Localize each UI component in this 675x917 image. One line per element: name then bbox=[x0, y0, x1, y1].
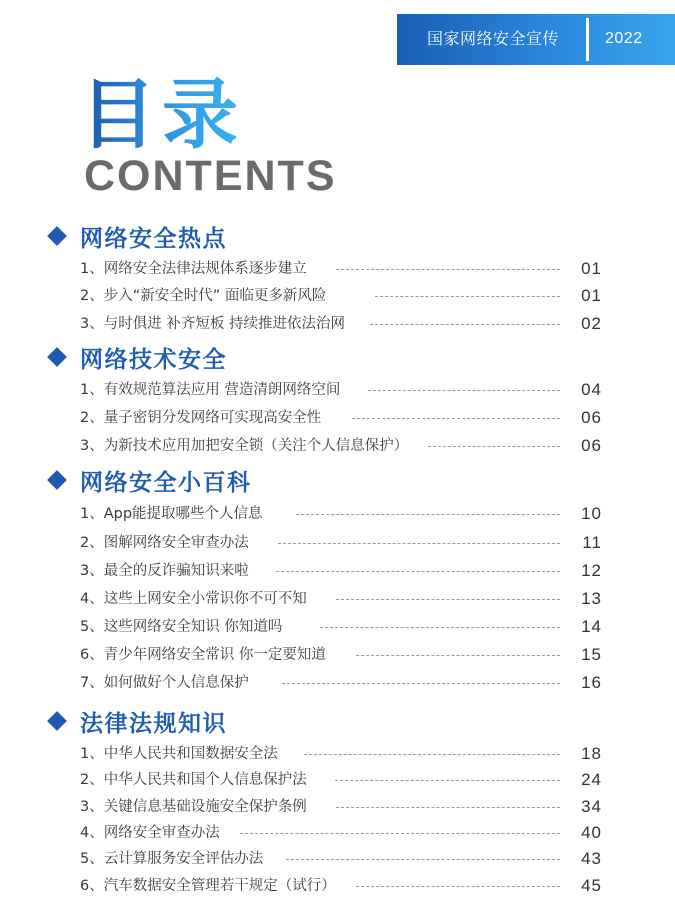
dot-leader bbox=[320, 627, 560, 628]
dot-leader bbox=[356, 655, 560, 656]
entry-title: 7、如何做好个人信息保护 bbox=[80, 675, 249, 691]
toc-entry[interactable] bbox=[80, 847, 602, 871]
dot-leader bbox=[335, 780, 560, 781]
entry-page-number: 01 bbox=[581, 286, 602, 305]
entry-title: 2、中华人民共和国个人信息保护法 bbox=[80, 772, 307, 788]
toc-entry[interactable] bbox=[80, 257, 602, 281]
section-heading bbox=[46, 220, 227, 252]
toc-entry[interactable] bbox=[80, 312, 602, 336]
entry-title: 5、云计算服务安全评估办法 bbox=[80, 851, 264, 867]
dot-leader bbox=[240, 833, 560, 834]
entry-title: 1、网络安全法律法规体系逐步建立 bbox=[80, 261, 307, 277]
toc-entry[interactable] bbox=[80, 406, 602, 430]
section-title: 网络安全热点 bbox=[80, 225, 227, 252]
entry-page-number: 24 bbox=[581, 770, 602, 789]
toc-entry[interactable] bbox=[80, 378, 602, 402]
entry-page-number: 06 bbox=[581, 408, 602, 427]
toc-entry[interactable] bbox=[80, 742, 602, 766]
entry-page-number: 40 bbox=[581, 823, 602, 842]
toc-entry[interactable] bbox=[80, 615, 602, 639]
dot-leader bbox=[356, 886, 560, 887]
section-title: 法律法规知识 bbox=[80, 710, 227, 737]
entry-page-number: 10 bbox=[581, 504, 602, 523]
diamond-bullet-icon bbox=[47, 347, 67, 367]
entry-title: 2、量子密钥分发网络可实现高安全性 bbox=[80, 410, 322, 426]
toc-entry[interactable] bbox=[80, 643, 602, 667]
entry-page-number: 15 bbox=[581, 645, 602, 664]
toc-entry[interactable] bbox=[80, 531, 602, 555]
entry-title: 4、这些上网安全小常识你不可不知 bbox=[80, 591, 307, 607]
entry-title: 1、中华人民共和国数据安全法 bbox=[80, 746, 278, 762]
toc-subtitle: CONTENTS bbox=[84, 152, 337, 200]
entry-title: 3、为新技术应用加把安全锁（关注个人信息保护） bbox=[80, 438, 409, 454]
dot-leader bbox=[278, 543, 560, 544]
entry-title: 4、网络安全审查办法 bbox=[80, 825, 220, 841]
entry-title: 1、有效规范算法应用 营造清朗网络空间 bbox=[80, 382, 341, 398]
diamond-bullet-icon bbox=[47, 226, 67, 246]
entry-page-number: 43 bbox=[581, 849, 602, 868]
diamond-bullet-icon bbox=[47, 470, 67, 490]
entry-page-number: 18 bbox=[581, 744, 602, 763]
entry-title: 5、这些网络安全知识 你知道吗 bbox=[80, 619, 283, 635]
toc-entry[interactable] bbox=[80, 795, 602, 819]
entry-title: 2、图解网络安全审查办法 bbox=[80, 535, 249, 551]
dot-leader bbox=[304, 754, 560, 755]
dot-leader bbox=[336, 599, 560, 600]
diamond-bullet-icon bbox=[47, 711, 67, 731]
entry-title: 3、与时俱进 补齐短板 持续推进依法治网 bbox=[80, 316, 345, 332]
toc-entry[interactable] bbox=[80, 559, 602, 583]
dot-leader bbox=[336, 807, 560, 808]
toc-entry[interactable] bbox=[80, 768, 602, 792]
entry-title: 3、最全的反诈骗知识来啦 bbox=[80, 563, 249, 579]
entry-page-number: 14 bbox=[581, 617, 602, 636]
toc-entry[interactable] bbox=[80, 874, 602, 898]
section-title: 网络技术安全 bbox=[80, 346, 227, 373]
entry-title: 6、汽车数据安全管理若干规定（试行） bbox=[80, 878, 336, 894]
toc-entry[interactable] bbox=[80, 587, 602, 611]
dot-leader bbox=[352, 418, 560, 419]
entry-page-number: 16 bbox=[581, 673, 602, 692]
section-title: 网络安全小百科 bbox=[80, 469, 252, 496]
dot-leader bbox=[276, 571, 560, 572]
entry-title: 3、关键信息基础设施安全保护条例 bbox=[80, 799, 307, 815]
entry-page-number: 06 bbox=[581, 436, 602, 455]
toc-entry[interactable] bbox=[80, 434, 602, 458]
dot-leader bbox=[296, 514, 560, 515]
entry-page-number: 11 bbox=[582, 533, 602, 552]
banner-year: 2022 bbox=[605, 30, 643, 47]
entry-title: 6、青少年网络安全常识 你一定要知道 bbox=[80, 647, 326, 663]
section-heading bbox=[46, 705, 227, 737]
toc-entry[interactable] bbox=[80, 502, 602, 526]
entry-page-number: 13 bbox=[581, 589, 602, 608]
dot-leader bbox=[370, 324, 560, 325]
entry-page-number: 34 bbox=[581, 797, 602, 816]
dot-leader bbox=[286, 859, 560, 860]
section-heading bbox=[46, 341, 227, 373]
dot-leader bbox=[375, 296, 560, 297]
entry-page-number: 12 bbox=[581, 561, 602, 580]
toc-entry[interactable] bbox=[80, 284, 602, 308]
header-banner bbox=[397, 14, 675, 65]
entry-page-number: 04 bbox=[581, 380, 602, 399]
entry-page-number: 02 bbox=[581, 314, 602, 333]
dot-leader bbox=[336, 269, 560, 270]
toc-entry[interactable] bbox=[80, 821, 602, 845]
entry-page-number: 45 bbox=[581, 876, 602, 895]
section-heading bbox=[46, 464, 252, 496]
entry-title: 2、步入“新安全时代” 面临更多新风险 bbox=[80, 288, 327, 304]
dot-leader bbox=[282, 683, 560, 684]
entry-title: 1、App能提取哪些个人信息 bbox=[80, 506, 263, 522]
toc-title: 目录 bbox=[80, 70, 244, 159]
banner-title: 国家网络安全宣传 bbox=[427, 29, 560, 48]
entry-page-number: 01 bbox=[581, 259, 602, 278]
banner-divider bbox=[586, 18, 589, 61]
dot-leader bbox=[428, 446, 560, 447]
toc-entry[interactable] bbox=[80, 671, 602, 695]
dot-leader bbox=[368, 390, 560, 391]
